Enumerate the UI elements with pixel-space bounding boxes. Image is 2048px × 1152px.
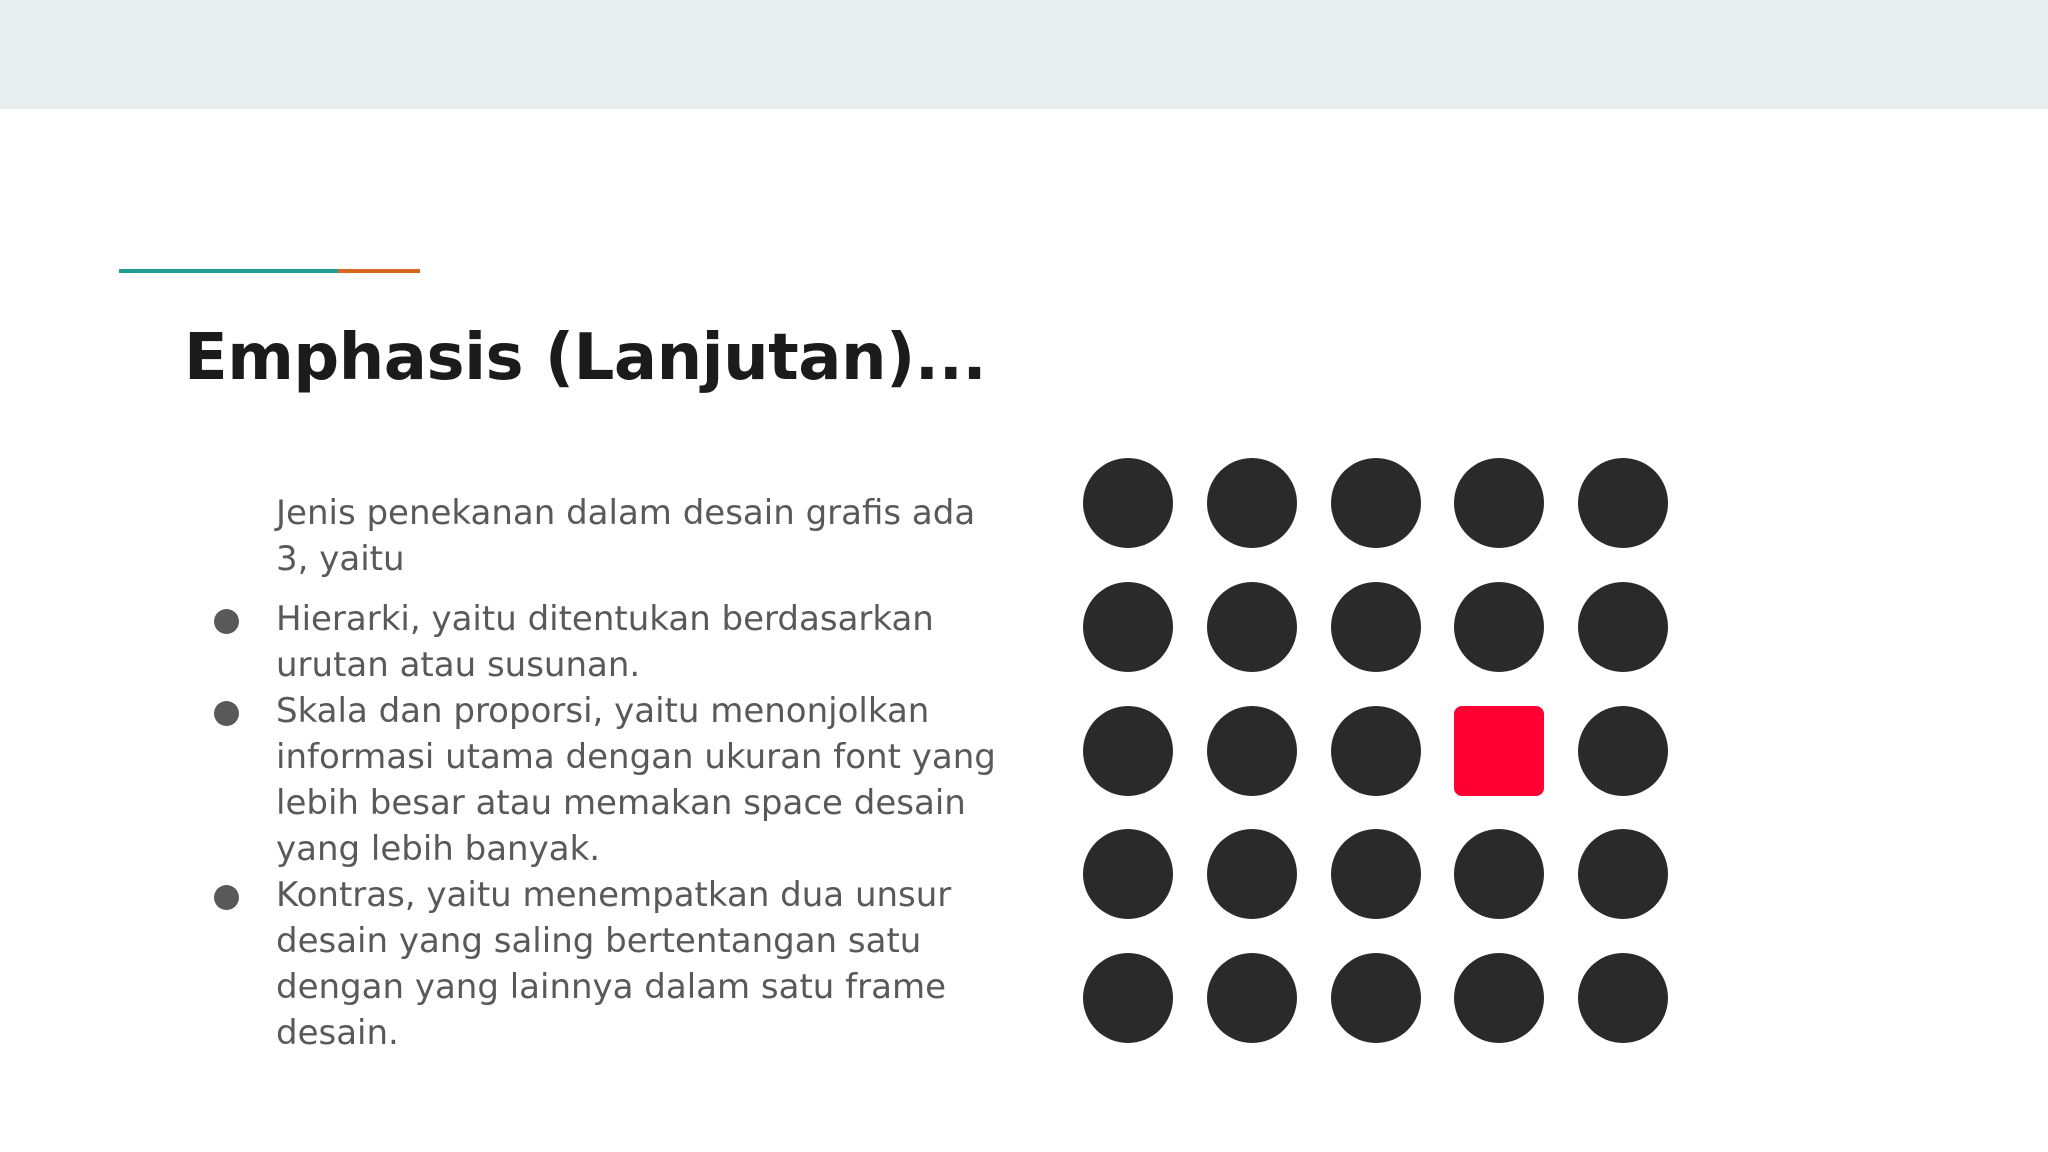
dot-circle-icon (1083, 706, 1173, 796)
dot-circle-icon (1207, 458, 1297, 548)
dot-circle-icon (1454, 458, 1544, 548)
slide-body (276, 490, 1016, 1056)
bullet-icon (214, 885, 239, 910)
dot-circle-icon (1207, 829, 1297, 919)
bullet-icon (214, 609, 239, 634)
intro-text: Jenis penekanan dalam desain grafis ada 3, yaitu (276, 493, 976, 579)
dot-circle-icon (1578, 706, 1668, 796)
list-item (276, 596, 1016, 688)
accent-line-orange (338, 269, 420, 273)
slide-title: Emphasis (Lanjutan)... (184, 321, 987, 395)
dot-circle-icon (1083, 829, 1173, 919)
dot-circle-icon (1083, 458, 1173, 548)
dot-circle-icon (1331, 458, 1421, 548)
dot-circle-icon (1454, 953, 1544, 1043)
bullet-list (276, 596, 1016, 1056)
top-band (0, 0, 2048, 109)
bullet-text: Skala dan proporsi, yaitu menonjolkan informasi utama dengan ukuran font yang lebih besar atau memakan space desain yang lebih banyak. (276, 691, 996, 869)
accent-line-teal (119, 269, 338, 273)
dot-circle-icon (1331, 582, 1421, 672)
dot-circle-icon (1083, 582, 1173, 672)
dot-circle-icon (1207, 953, 1297, 1043)
dot-circle-icon (1207, 706, 1297, 796)
list-item (276, 688, 1016, 872)
highlight-square-icon (1454, 706, 1544, 796)
dot-circle-icon (1578, 458, 1668, 548)
dot-circle-icon (1578, 953, 1668, 1043)
dot-circle-icon (1331, 706, 1421, 796)
dot-circle-icon (1207, 582, 1297, 672)
dot-circle-icon (1578, 829, 1668, 919)
emphasis-dot-grid (1083, 458, 1668, 1043)
dot-circle-icon (1083, 953, 1173, 1043)
bullet-icon (214, 701, 239, 726)
dot-circle-icon (1454, 829, 1544, 919)
list-item (276, 872, 1016, 1056)
bullet-text: Kontras, yaitu menempatkan dua unsur desain yang saling bertentangan satu dengan yang lainnya dalam satu frame desain. (276, 875, 952, 1053)
bullet-text: Hierarki, yaitu ditentukan berdasarkan urutan atau susunan. (276, 599, 934, 685)
dot-circle-icon (1454, 582, 1544, 672)
dot-circle-icon (1331, 829, 1421, 919)
dot-circle-icon (1578, 582, 1668, 672)
dot-circle-icon (1331, 953, 1421, 1043)
